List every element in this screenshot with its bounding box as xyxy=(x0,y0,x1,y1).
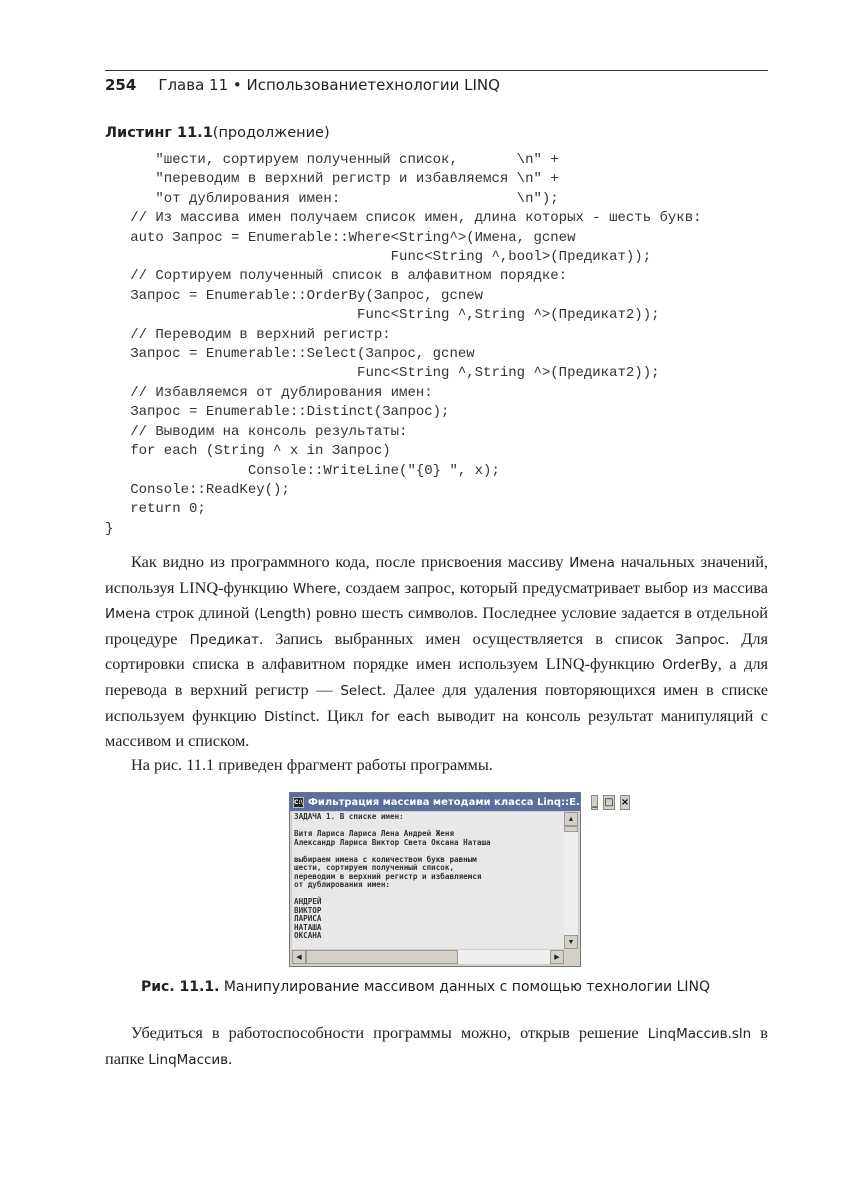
text-run: . Далее для удаления повторяющихся имен в списке используем функцию xyxy=(105,679,768,725)
code-line: // Избавляемся от дублирования имен: xyxy=(105,384,433,401)
text-run: начальных значений, используя LINQ-функцию xyxy=(105,552,768,597)
code-line: // Сортируем полученный список в алфавитном порядке: xyxy=(105,268,568,285)
text-run: . Цикл xyxy=(315,705,371,725)
paragraph xyxy=(105,550,768,753)
body-text xyxy=(105,550,768,776)
scroll-down-icon[interactable]: ▼ xyxy=(564,935,578,949)
horizontal-scrollbar[interactable] xyxy=(292,950,564,964)
code-term: Запрос xyxy=(675,631,726,648)
figure-caption xyxy=(0,979,851,995)
code-line: Func<String ^,bool>(Предикат)); xyxy=(105,249,652,266)
code-line: "переводим в верхний регистр и избавляемся \n" + xyxy=(105,171,559,188)
code-term: OrderBy xyxy=(662,657,718,674)
running-header xyxy=(105,76,500,94)
scroll-thumb-horizontal[interactable] xyxy=(306,950,458,964)
console-icon: C:\ xyxy=(294,798,303,806)
code-line: auto Запрос = Enumerable::Where<String^>(Имена, gcnew xyxy=(105,229,576,246)
scroll-up-icon[interactable]: ▲ xyxy=(564,812,578,826)
scroll-left-icon[interactable]: ◀ xyxy=(292,950,306,964)
scroll-thumb[interactable] xyxy=(564,826,578,832)
code-line: Запрос = Enumerable::OrderBy(Запрос, gcnew xyxy=(105,287,484,304)
code-term: Select xyxy=(340,682,382,699)
text-run: , а для перевода в верхний регистр — xyxy=(105,654,768,699)
code-line: Console::ReadKey(); xyxy=(105,481,290,498)
code-line: "шести, сортируем полученный список, \n" + xyxy=(105,152,559,168)
code-line: // Выводим на консоль результаты: xyxy=(105,423,408,440)
listing-subtitle: (продолжение) xyxy=(212,125,330,141)
code-term: (Length) xyxy=(254,606,312,623)
code-term: Имена xyxy=(569,555,615,571)
closing-text xyxy=(105,1021,768,1072)
code-line: for each (String ^ x in Запрос) xyxy=(105,443,391,460)
paragraph xyxy=(105,753,768,777)
console-output: ЗАДАЧА 1. В списке имен: Витя Лариса Лариса Лена Андрей Женя Александр Лариса Виктор Света Оксана Наташа выбираем имена с количеством букв равным шести, сортируем полученный список, переводим в верхний регистр и избавляемся от дублирования имен: АНДРЕЙ ВИКТОР ЛАРИСА НАТАША ОКСАНА xyxy=(292,812,564,949)
text-run: . xyxy=(228,1048,233,1068)
code-term: Имена xyxy=(105,606,151,623)
title-bar xyxy=(290,793,630,811)
paragraph xyxy=(105,1021,768,1072)
text-run: . Запись выбранных имен осуществляется в список xyxy=(259,628,676,648)
code-term: Distinct xyxy=(264,708,316,725)
chapter-title: Глава 11 • Использованиетехнологии LINQ xyxy=(158,76,500,94)
console-window xyxy=(289,792,630,967)
code-line: return 0; xyxy=(105,501,206,518)
figure-caption-text: Манипулирование массивом данных с помощью технологии LINQ xyxy=(223,979,711,995)
code-line: } xyxy=(105,520,114,537)
text-run: выводит на консоль результат манипуляций с массивом и списком. xyxy=(105,705,768,751)
code-line: Запрос = Enumerable::Select(Запрос, gcnew xyxy=(105,346,475,363)
text-run: , создаем запрос, который предусматривает выбор из массива xyxy=(336,577,768,597)
code-term: Where xyxy=(292,580,337,597)
text-run: в папке xyxy=(105,1023,768,1068)
code-line: Func<String ^,String ^>(Предикат2)); xyxy=(105,307,660,324)
text-run: Как видно из программного кода, после присвоения массиву xyxy=(131,552,570,571)
code-term: LinqМассив xyxy=(148,1051,229,1068)
text-run: На рис. 11.1 приведен фрагмент работы программы. xyxy=(131,754,493,774)
window-title: Фильтрация массива методами класса Linq::E... xyxy=(308,796,588,808)
code-term: for each xyxy=(370,708,430,725)
code-term: LinqМассив.sln xyxy=(647,1026,752,1042)
code-listing xyxy=(105,151,702,539)
header-rule xyxy=(105,70,768,71)
text-run: ровно шесть символов. Последнее условие задается в отдельной процедуре xyxy=(105,603,769,648)
listing-heading xyxy=(105,125,330,141)
maximize-button[interactable]: □ xyxy=(604,796,614,808)
text-run: . Для сортировки списка в алфавитном порядке имен используем LINQ-функцию xyxy=(105,628,768,674)
code-line: // Из массива имен получаем список имен, длина которых - шесть букв: xyxy=(105,210,702,227)
text-run: строк длиной xyxy=(150,603,255,623)
page-number: 254 xyxy=(105,76,137,94)
scroll-right-icon[interactable]: ▶ xyxy=(550,950,564,964)
listing-title: Листинг 11.1 xyxy=(105,125,213,141)
minimize-button[interactable]: _ xyxy=(592,796,598,808)
code-line: // Переводим в верхний регистр: xyxy=(105,326,391,343)
code-line: Func<String ^,String ^>(Предикат2)); xyxy=(105,365,660,382)
text-run: Убедиться в работоспособности программы можно, открыв решение xyxy=(131,1023,648,1042)
figure-label: Рис. 11.1. xyxy=(140,979,220,995)
close-button[interactable]: × xyxy=(620,796,630,808)
code-line: "от дублирования имен: \n"); xyxy=(105,190,559,207)
vertical-scrollbar[interactable] xyxy=(564,812,578,949)
code-term: Предикат xyxy=(189,631,260,648)
code-line: Console::WriteLine("{0} ", x); xyxy=(105,462,500,479)
code-line: Запрос = Enumerable::Distinct(Запрос); xyxy=(105,404,450,421)
